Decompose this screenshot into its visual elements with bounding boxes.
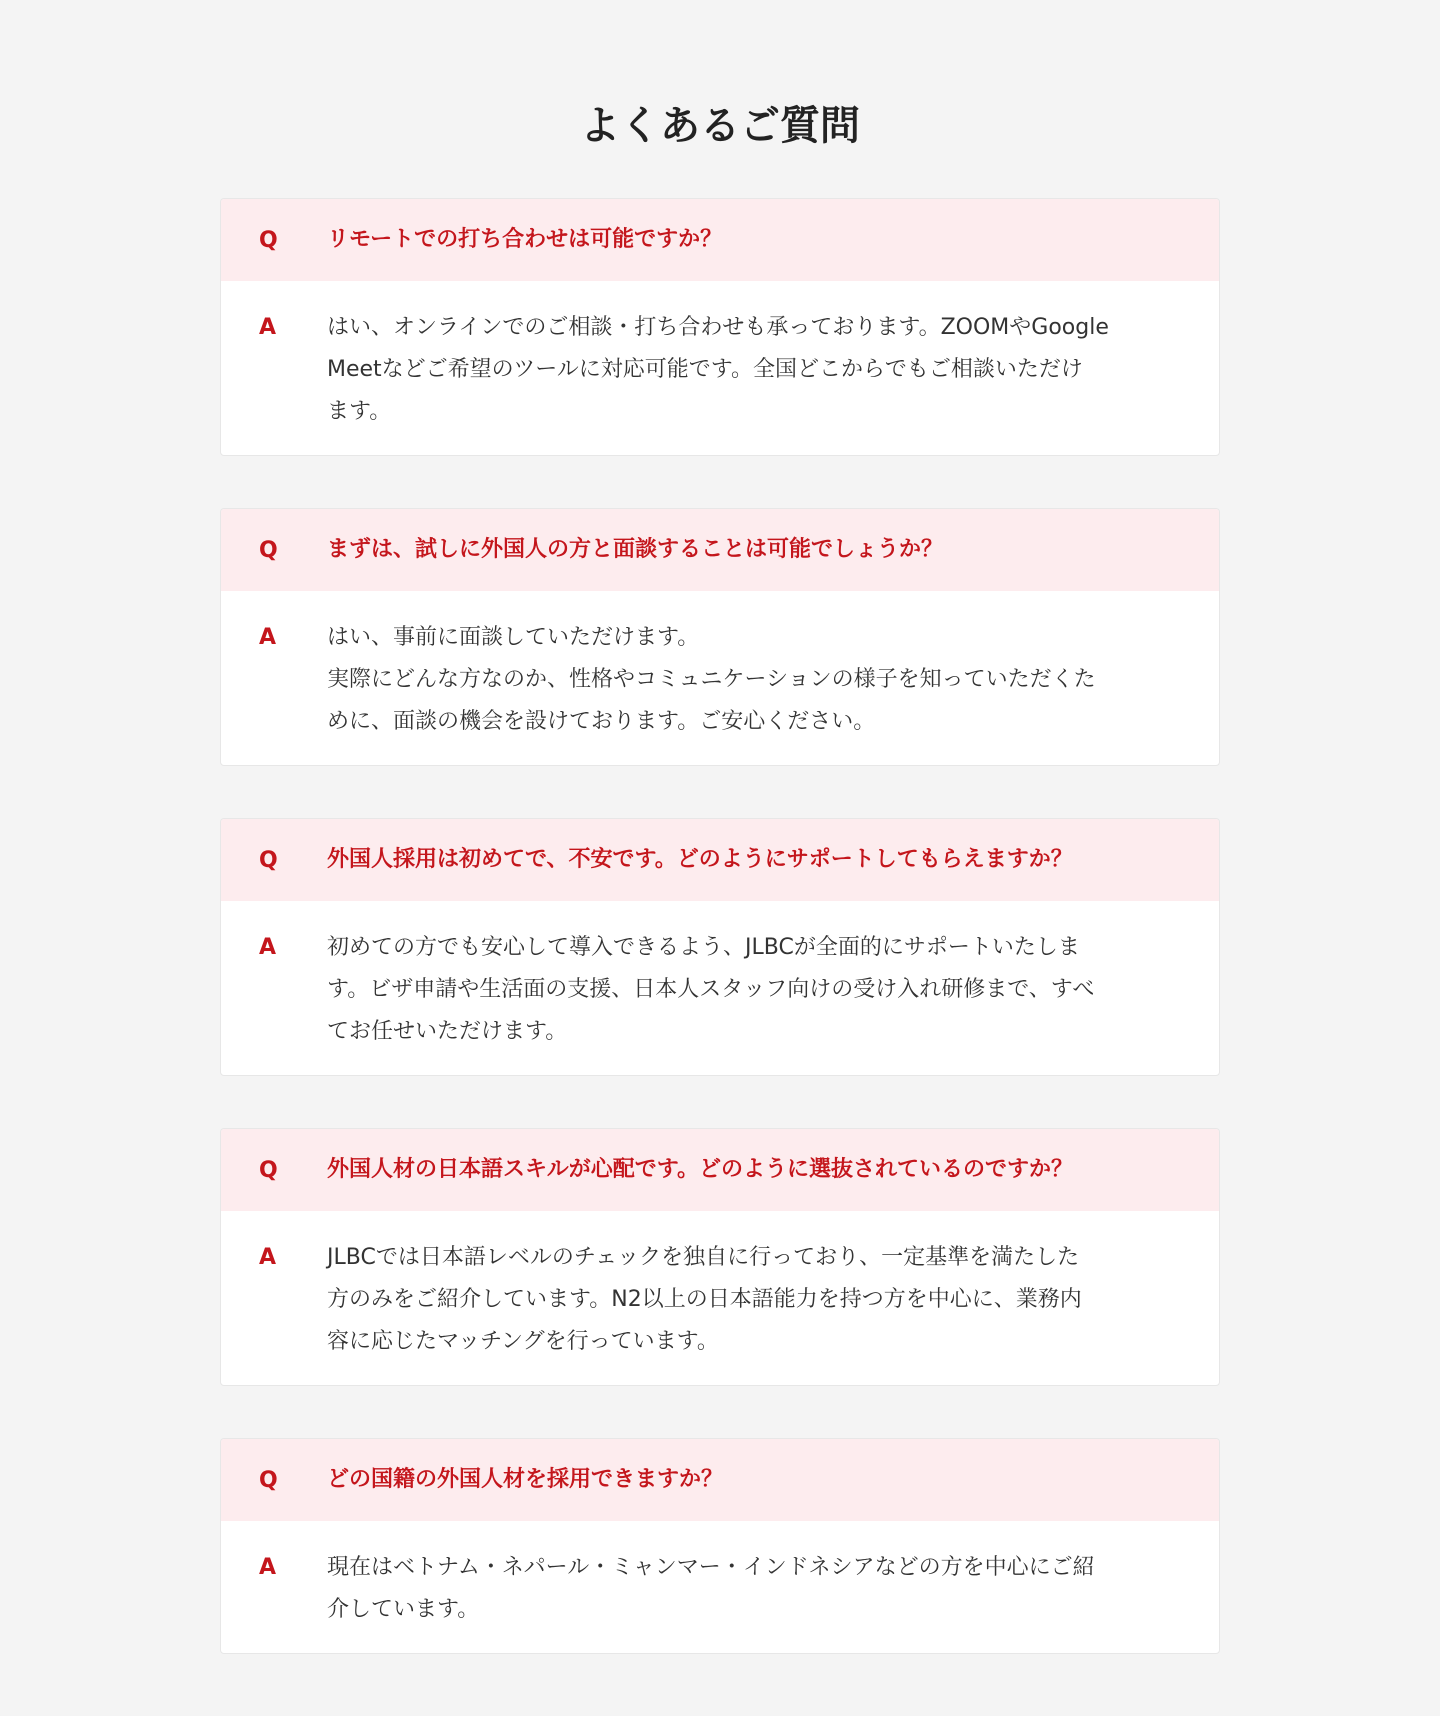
answer-mark: A [259, 315, 277, 340]
faq-item [220, 508, 1220, 766]
faq-item [220, 1438, 1220, 1654]
faq-question-row [221, 199, 1219, 281]
section-title: よくあるご質問 [580, 103, 860, 149]
faq-answer-row [221, 1521, 1219, 1653]
faq-answer-row [221, 1211, 1219, 1385]
faq-question-row [221, 1129, 1219, 1211]
faq-answer-row [221, 281, 1219, 455]
faq-item [220, 1128, 1220, 1386]
faq-question-row [221, 1439, 1219, 1521]
faq-answer: はい、オンラインでのご相談・打ち合わせも承っております。ZOOMやGoogle Meetなどご希望のツールに対応可能です。全国どこからでもご相談いただけ ます。 [327, 315, 1109, 424]
answer-mark: A [259, 1245, 277, 1270]
faq-question: リモートでの打ち合わせは可能ですか？ [327, 227, 723, 252]
faq-question: 外国人採用は初めてで、不安です。どのようにサポートしてもらえますか？ [327, 847, 1073, 872]
question-mark: Q [259, 227, 278, 253]
question-mark: Q [259, 1467, 278, 1493]
question-mark: Q [259, 537, 278, 563]
faq-list [220, 198, 1220, 1706]
faq-question-row [221, 509, 1219, 591]
faq-answer-row [221, 591, 1219, 765]
answer-mark: A [259, 625, 277, 650]
faq-answer: 現在はベトナム・ネパール・ミャンマー・インドネシアなどの方を中心にご紹 介しています。 [327, 1555, 1095, 1622]
faq-answer: はい、事前に面談していただけます。 実際にどんな方なのか、性格やコミュニケーションの様子を知っていただくた めに、面談の機会を設けております。ご安心ください。 [327, 625, 1096, 734]
answer-mark: A [259, 935, 277, 960]
question-mark: Q [259, 1157, 278, 1183]
faq-answer: JLBCでは日本語レベルのチェックを独自に行っており、一定基準を満たした 方のみをご紹介しています。N2以上の日本語能力を持つ方を中心に、業務内 容に応じたマッチングを行っています。 [327, 1245, 1082, 1354]
faq-item [220, 818, 1220, 1076]
faq-question: まずは、試しに外国人の方と面談することは可能でしょうか？ [327, 537, 944, 562]
faq-answer: 初めての方でも安心して導入できるよう、JLBCが全面的にサポートいたしま す。ビザ申請や生活面の支援、日本人スタッフ向けの受け入れ研修まで、すべ てお任せいただけます。 [327, 935, 1095, 1044]
faq-item [220, 198, 1220, 456]
faq-question: 外国人材の日本語スキルが心配です。どのように選抜されているのですか？ [327, 1157, 1074, 1182]
question-mark: Q [259, 847, 278, 873]
faq-question-row [221, 819, 1219, 901]
answer-mark: A [259, 1555, 277, 1580]
faq-question: どの国籍の外国人材を採用できますか？ [327, 1467, 724, 1492]
faq-answer-row [221, 901, 1219, 1075]
